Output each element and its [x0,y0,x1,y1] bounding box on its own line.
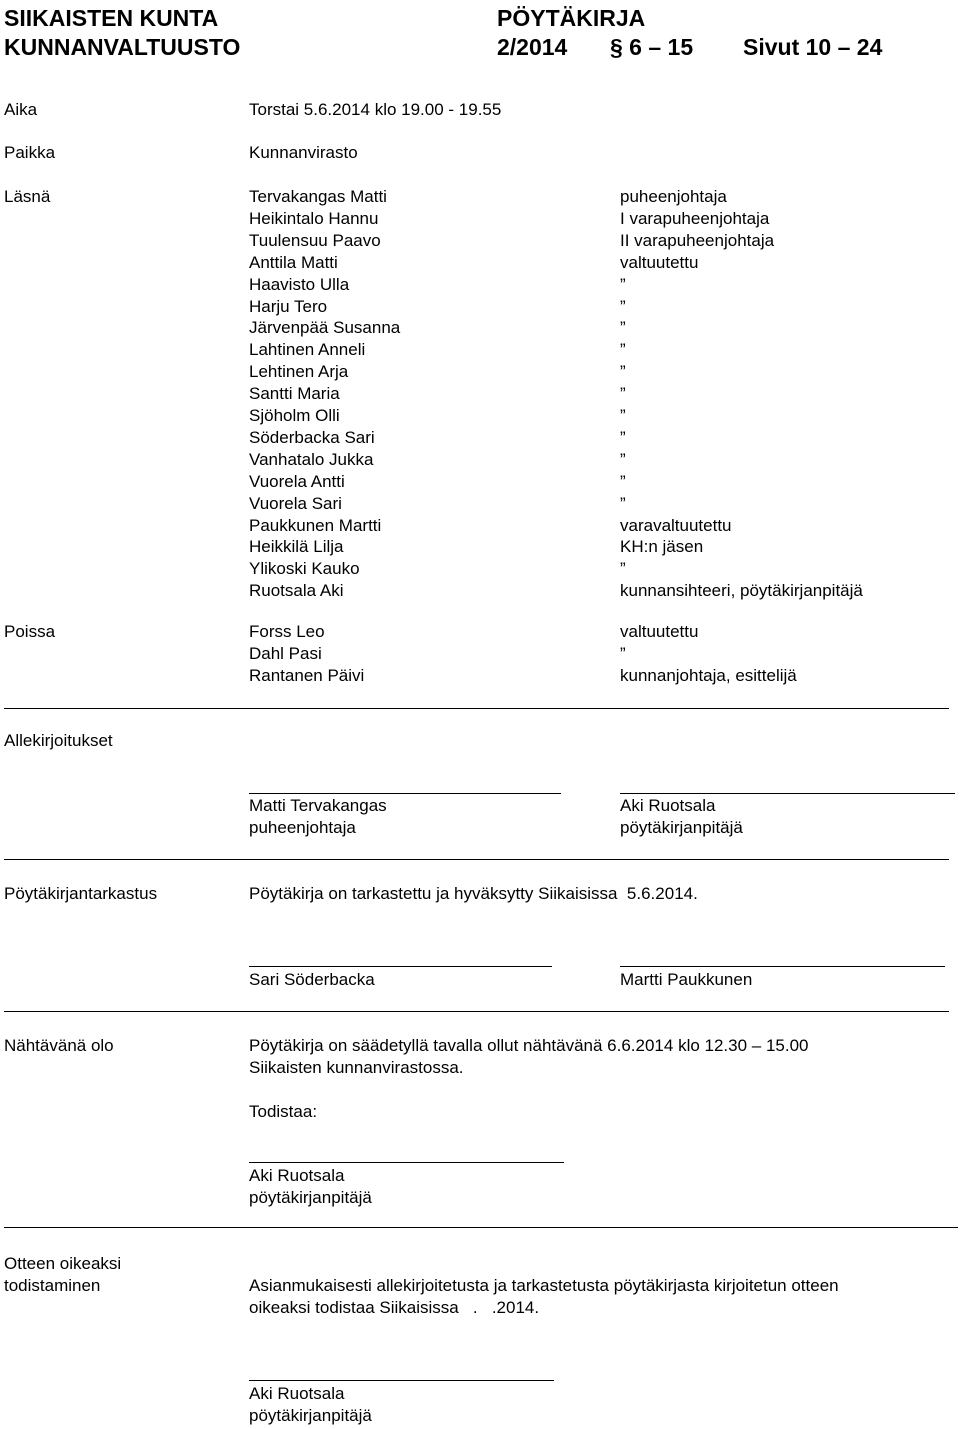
copy-label-line1: Otteen oikeaksi [4,1254,122,1273]
divider [4,1227,958,1228]
signature-line [249,1162,564,1163]
chair-role: puheenjohtaja [249,818,356,837]
doc-type: PÖYTÄKIRJA [497,5,646,31]
attest-role: pöytäkirjanpitäjä [249,1188,372,1207]
member-role: ” [620,493,626,513]
member-name: Paukkunen Martti [249,515,382,535]
member-role: ” [620,427,626,447]
copy-signer-name: Aki Ruotsala [249,1384,345,1403]
signature-line [249,966,552,967]
member-role: puheenjohtaja [620,187,727,206]
member-role: ” [620,340,626,360]
display-line1: Pöytäkirja on säädetyllä tavalla ollut nähtävänä 6.6.2014 klo 12.30 – 15.00 [249,1036,809,1055]
signature-line [249,793,561,794]
member-name: Ruotsala Aki [249,581,344,601]
doc-sections: § 6 – 15 [610,34,694,60]
member-name: Ylikoski Kauko [249,559,360,579]
secretary-name: Aki Ruotsala [620,796,716,815]
copy-line1: Asianmukaisesti allekirjoitetusta ja tarkastetusta pöytäkirjasta kirjoitetun otteen [249,1276,839,1295]
attest-label: Todistaa: [249,1102,318,1121]
member-name: Vanhatalo Jukka [249,449,374,469]
member-name: Lehtinen Arja [249,362,349,382]
member-role: ” [620,449,626,469]
attest-name: Aki Ruotsala [249,1166,345,1185]
member-name: Vuorela Antti [249,471,345,491]
reviewer-2: Martti Paukkunen [620,970,753,989]
reviewer-1: Sari Söderbacka [249,970,375,989]
signature-line [620,793,955,794]
member-name: Heikkilä Lilja [249,537,344,557]
member-role: ” [620,406,626,425]
time-value: Torstai 5.6.2014 klo 19.00 - 19.55 [249,100,502,119]
member-role: kunnansihteeri, pöytäkirjanpitäjä [620,581,863,601]
divider [4,708,949,709]
member-name: Tervakangas Matti [249,187,387,206]
member-role: II varapuheenjohtaja [620,230,775,250]
member-name: Söderbacka Sari [249,427,375,447]
member-role: valtuutettu [620,622,699,641]
member-name: Haavisto Ulla [249,274,350,294]
divider [4,1011,949,1012]
display-line2: Siikaisten kunnanvirastossa. [249,1058,464,1077]
signature-line [249,1380,554,1381]
signatures-label: Allekirjoitukset [4,731,113,750]
member-role: valtuutettu [620,252,699,272]
member-name: Santti Maria [249,384,340,404]
member-name: Harju Tero [249,296,328,316]
member-role: I varapuheenjohtaja [620,208,770,228]
member-role: kunnanjohtaja, esittelijä [620,665,797,685]
member-role: ” [620,362,626,382]
place-label: Paikka [4,143,56,162]
copy-signer-role: pöytäkirjanpitäjä [249,1406,372,1425]
review-label: Pöytäkirjantarkastus [4,884,158,903]
member-name: Anttila Matti [249,252,338,272]
member-role: ” [620,318,626,338]
chair-name: Matti Tervakangas [249,796,387,815]
present-label: Läsnä [4,187,51,206]
member-role: KH:n jäsen [620,537,704,557]
secretary-role: pöytäkirjanpitäjä [620,818,743,837]
time-label: Aika [4,100,38,119]
member-name: Vuorela Sari [249,493,342,513]
member-role: ” [620,274,626,294]
member-role: ” [620,471,626,491]
divider [4,859,949,860]
review-text: Pöytäkirja on tarkastettu ja hyväksytty Siikaisissa 5.6.2014. [249,884,698,903]
place-value: Kunnanvirasto [249,143,358,162]
member-name: Tuulensuu Paavo [249,230,381,250]
member-role: ” [620,643,626,663]
member-name: Lahtinen Anneli [249,340,366,360]
copy-label-line2: todistaminen [4,1276,101,1295]
absent-label: Poissa [4,622,56,641]
signature-line [620,966,945,967]
member-name: Rantanen Päivi [249,665,365,685]
copy-line2: oikeaksi todistaa Siikaisissa . .2014. [249,1298,540,1317]
display-label: Nähtävänä olo [4,1036,114,1055]
member-name: Sjöholm Olli [249,406,340,425]
member-role: ” [620,384,626,404]
member-name: Forss Leo [249,622,325,641]
member-name: Dahl Pasi [249,643,322,663]
org-body: KUNNANVALTUUSTO [4,34,241,60]
org-name: SIIKAISTEN KUNTA [4,5,219,31]
member-role: varavaltuutettu [620,515,732,535]
doc-number: 2/2014 [497,34,568,60]
doc-pages: Sivut 10 – 24 [743,34,883,60]
member-name: Heikintalo Hannu [249,208,379,228]
member-name: Järvenpää Susanna [249,318,401,338]
member-role: ” [620,296,626,316]
member-role: ” [620,559,626,579]
